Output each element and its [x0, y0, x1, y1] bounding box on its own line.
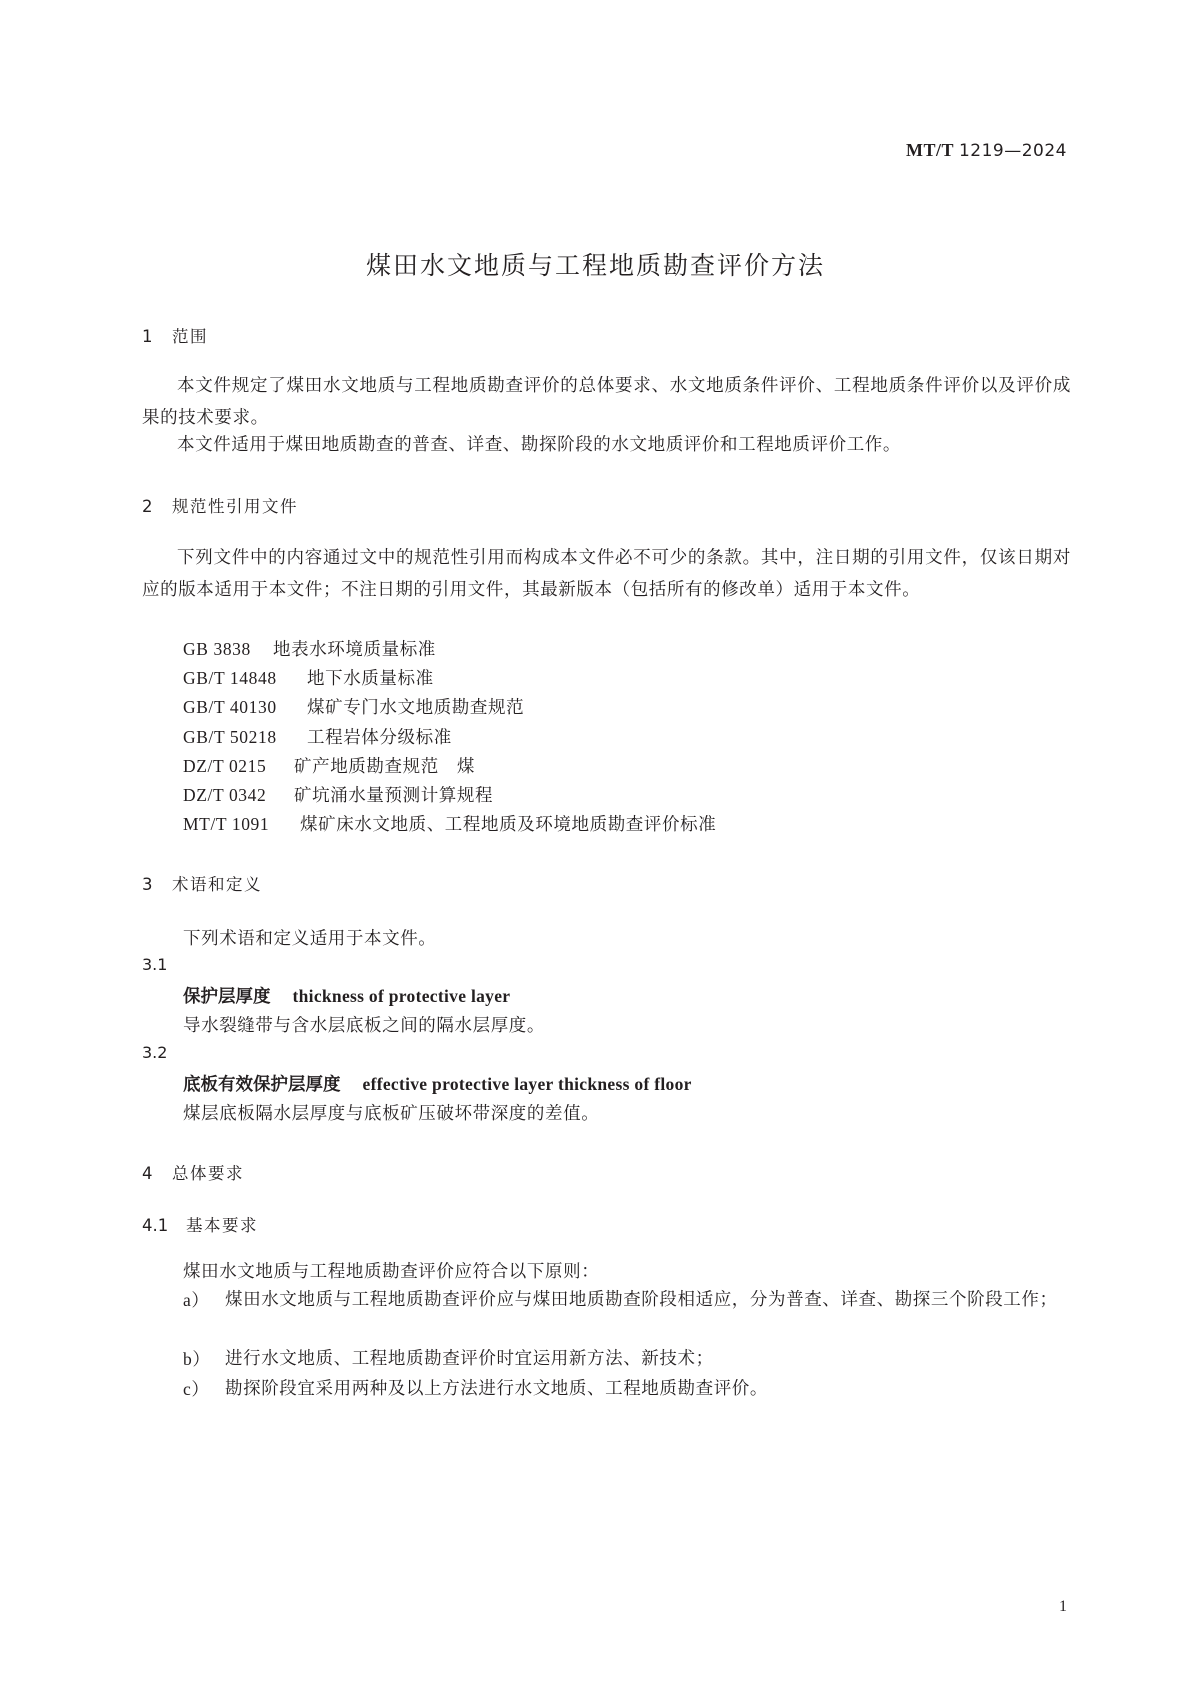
- scope-paragraph-1: 本文件规定了煤田水文地质与工程地质勘查评价的总体要求、水文地质条件评价、工程地质条件评价以及评价成果的技术要求。: [142, 376, 1071, 428]
- reference-item: [183, 811, 716, 836]
- list-item: [183, 1373, 1071, 1405]
- document-title: 煤田水文地质与工程地质勘查评价方法: [365, 251, 825, 280]
- reference-name: 矿坑涌水量预测计算规程: [294, 786, 494, 806]
- list-item: [183, 1284, 1071, 1316]
- term-definition: 导水裂缝带与含水层底板之间的隔水层厚度。: [183, 1016, 545, 1036]
- reference-item: [183, 782, 493, 807]
- reference-code: DZ/T 0342: [183, 785, 267, 805]
- standard-code: [906, 140, 1067, 161]
- term-chinese: 保护层厚度: [183, 987, 271, 1007]
- list-marker: a）: [183, 1290, 210, 1310]
- page-number: 1: [1059, 1598, 1067, 1615]
- list-text: 煤田水文地质与工程地质勘查评价应与煤田地质勘查阶段相适应，分为普查、详查、勘探三个阶段工作；: [225, 1290, 1058, 1310]
- term-definition: 煤层底板隔水层厚度与底板矿压破坏带深度的差值。: [183, 1104, 600, 1124]
- list-text: 进行水文地质、工程地质勘查评价时宜运用新方法、新技术；: [225, 1349, 714, 1369]
- principles-intro: 煤田水文地质与工程地质勘查评价应符合以下原则：: [183, 1262, 600, 1282]
- reference-item: [183, 694, 524, 719]
- section-title: 总体要求: [172, 1164, 244, 1183]
- section-2-heading: [142, 493, 298, 517]
- reference-item: [183, 665, 434, 690]
- list-text: 勘探阶段宜采用两种及以上方法进行水文地质、工程地质勘查评价。: [225, 1379, 768, 1399]
- section-1-heading: [142, 323, 208, 347]
- standard-code-number: 1219—2024: [958, 141, 1067, 161]
- list-marker: b）: [183, 1349, 211, 1369]
- subsection-number: 4.1: [142, 1216, 169, 1235]
- section-number: 4: [142, 1164, 153, 1183]
- reference-code: MT/T 1091: [183, 814, 270, 834]
- reference-code: DZ/T 0215: [183, 756, 267, 776]
- reference-name: 煤矿专门水文地质勘查规范: [307, 698, 525, 718]
- standard-code-prefix: MT/T: [905, 140, 954, 160]
- reference-name: 矿产地质勘查规范 煤: [294, 757, 475, 777]
- reference-item: [183, 636, 436, 661]
- reference-code: GB/T 50218: [183, 727, 277, 747]
- section-number: 2: [142, 497, 153, 516]
- reference-code: GB 3838: [183, 639, 251, 659]
- term-english: thickness of protective layer: [292, 986, 511, 1006]
- term-chinese: 底板有效保护层厚度: [183, 1075, 341, 1095]
- reference-name: 地下水质量标准: [307, 669, 434, 689]
- reference-name: 煤矿床水文地质、工程地质及环境地质勘查评价标准: [300, 815, 717, 835]
- reference-name: 工程岩体分级标准: [307, 728, 452, 748]
- reference-code: GB/T 14848: [183, 668, 277, 688]
- section-title: 术语和定义: [172, 875, 262, 894]
- term-english: effective protective layer thickness of floor: [362, 1074, 692, 1094]
- section-4-heading: [142, 1160, 244, 1184]
- reference-name: 地表水环境质量标准: [273, 640, 436, 660]
- section-number: 1: [142, 327, 153, 346]
- list-item: [183, 1343, 1071, 1375]
- reference-code: GB/T 40130: [183, 697, 277, 717]
- term-heading: [183, 1071, 692, 1096]
- references-intro: 下列文件中的内容通过文中的规范性引用而构成本文件必不可少的条款。其中，注日期的引用文件，仅该日期对应的版本适用于本文件；不注日期的引用文件，其最新版本（包括所有的修改单）适用于本文件。: [142, 548, 1071, 600]
- reference-item: [183, 724, 452, 749]
- term-number: 3.2: [142, 1043, 168, 1062]
- term-heading: [183, 983, 510, 1008]
- term-number: 3.1: [142, 955, 168, 974]
- section-title: 规范性引用文件: [172, 497, 298, 516]
- list-marker: c）: [183, 1379, 210, 1399]
- reference-item: [183, 753, 475, 778]
- section-number: 3: [142, 875, 153, 894]
- section-title: 范围: [172, 327, 208, 346]
- scope-paragraph-2: 本文件适用于煤田地质勘查的普查、详查、勘探阶段的水文地质评价和工程地质评价工作。: [177, 435, 901, 455]
- subsection-4-1-heading: [142, 1212, 258, 1236]
- section-3-heading: [142, 871, 262, 895]
- terms-intro: 下列术语和定义适用于本文件。: [183, 929, 437, 949]
- subsection-title: 基本要求: [186, 1216, 258, 1235]
